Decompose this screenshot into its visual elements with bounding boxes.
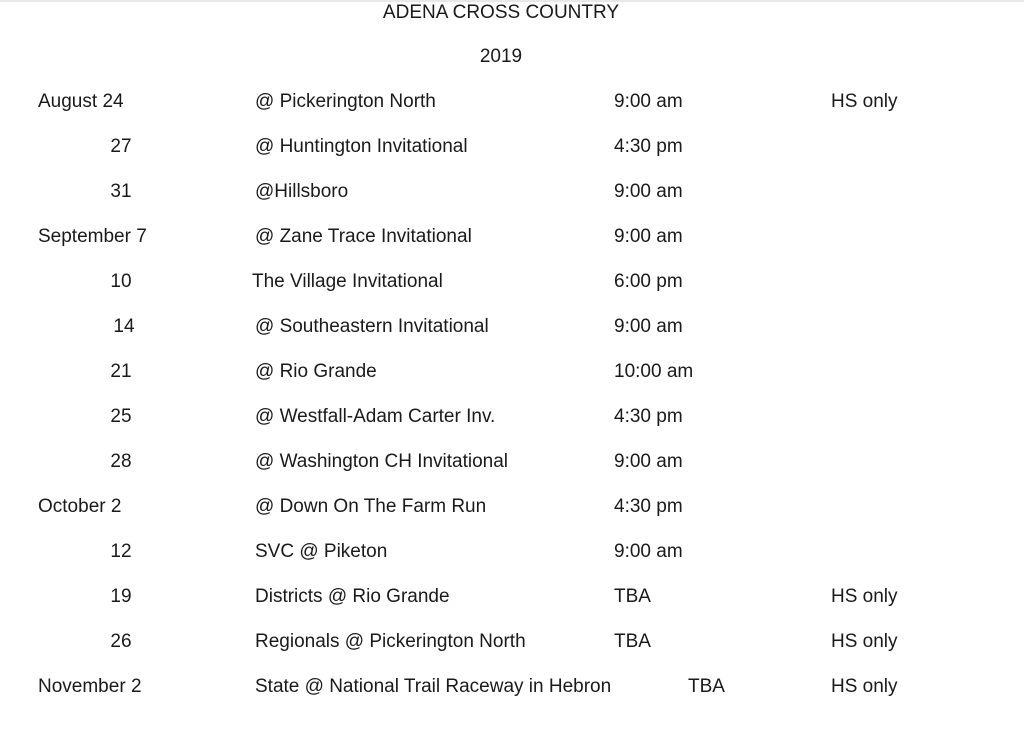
event-name: @ Westfall-Adam Carter Inv.	[255, 406, 496, 427]
event-day: 19	[110, 586, 132, 607]
event-name: State @ National Trail Raceway in Hebron	[255, 676, 612, 697]
event-time: 6:00 pm	[614, 271, 683, 292]
schedule-row	[0, 271, 1024, 297]
event-day: 28	[110, 451, 132, 472]
event-day: 26	[110, 631, 132, 652]
event-day: 14	[113, 316, 135, 337]
schedule-row	[0, 541, 1024, 567]
event-note: HS only	[831, 676, 898, 697]
schedule-row	[0, 361, 1024, 387]
schedule-row	[0, 451, 1024, 477]
schedule-row	[0, 136, 1024, 162]
month-day-label: October 2	[38, 496, 122, 517]
event-day: 10	[110, 271, 132, 292]
event-name: @ Rio Grande	[255, 361, 377, 382]
event-time: 4:30 pm	[614, 496, 683, 517]
event-day: 12	[110, 541, 132, 562]
event-name: Regionals @ Pickerington North	[255, 631, 526, 652]
event-note: HS only	[831, 631, 898, 652]
schedule-row	[0, 631, 1024, 657]
event-name: SVC @ Piketon	[255, 541, 388, 562]
schedule-row	[0, 181, 1024, 207]
event-day: 31	[110, 181, 132, 202]
schedule-row	[0, 586, 1024, 612]
event-name: Districts @ Rio Grande	[255, 586, 450, 607]
event-name: @ Down On The Farm Run	[255, 496, 487, 517]
schedule-row	[0, 676, 1024, 702]
event-time: TBA	[688, 676, 725, 697]
schedule-row	[0, 406, 1024, 432]
event-time: 9:00 am	[614, 541, 683, 562]
schedule-row	[0, 226, 1024, 252]
event-name: @ Pickerington North	[255, 91, 436, 112]
event-time: 9:00 am	[614, 226, 683, 247]
event-time: 9:00 am	[614, 181, 683, 202]
event-time: 10:00 am	[614, 361, 694, 382]
event-time: 9:00 am	[614, 91, 683, 112]
event-name: @ Washington CH Invitational	[255, 451, 509, 472]
event-time: TBA	[614, 586, 651, 607]
event-name: @ Zane Trace Invitational	[255, 226, 472, 247]
month-day-label: November 2	[38, 676, 142, 697]
month-day-label: August 24	[38, 91, 124, 112]
event-time: 9:00 am	[614, 316, 683, 337]
event-day: 21	[110, 361, 132, 382]
event-time: 4:30 pm	[614, 136, 683, 157]
schedule-row	[0, 316, 1024, 342]
event-day: 27	[110, 136, 132, 157]
document-year: 2019	[479, 46, 523, 67]
schedule-row	[0, 496, 1024, 522]
month-day-label: September 7	[38, 226, 147, 247]
schedule-row	[0, 91, 1024, 117]
event-time: TBA	[614, 631, 651, 652]
event-name: The Village Invitational	[252, 271, 443, 292]
event-note: HS only	[831, 586, 898, 607]
event-name: @Hillsboro	[255, 181, 349, 202]
event-name: @ Southeastern Invitational	[255, 316, 489, 337]
event-time: 9:00 am	[614, 451, 683, 472]
event-day: 25	[110, 406, 132, 427]
event-time: 4:30 pm	[614, 406, 683, 427]
event-note: HS only	[831, 91, 898, 112]
document-title: ADENA CROSS COUNTRY	[382, 2, 620, 23]
event-name: @ Huntington Invitational	[255, 136, 468, 157]
